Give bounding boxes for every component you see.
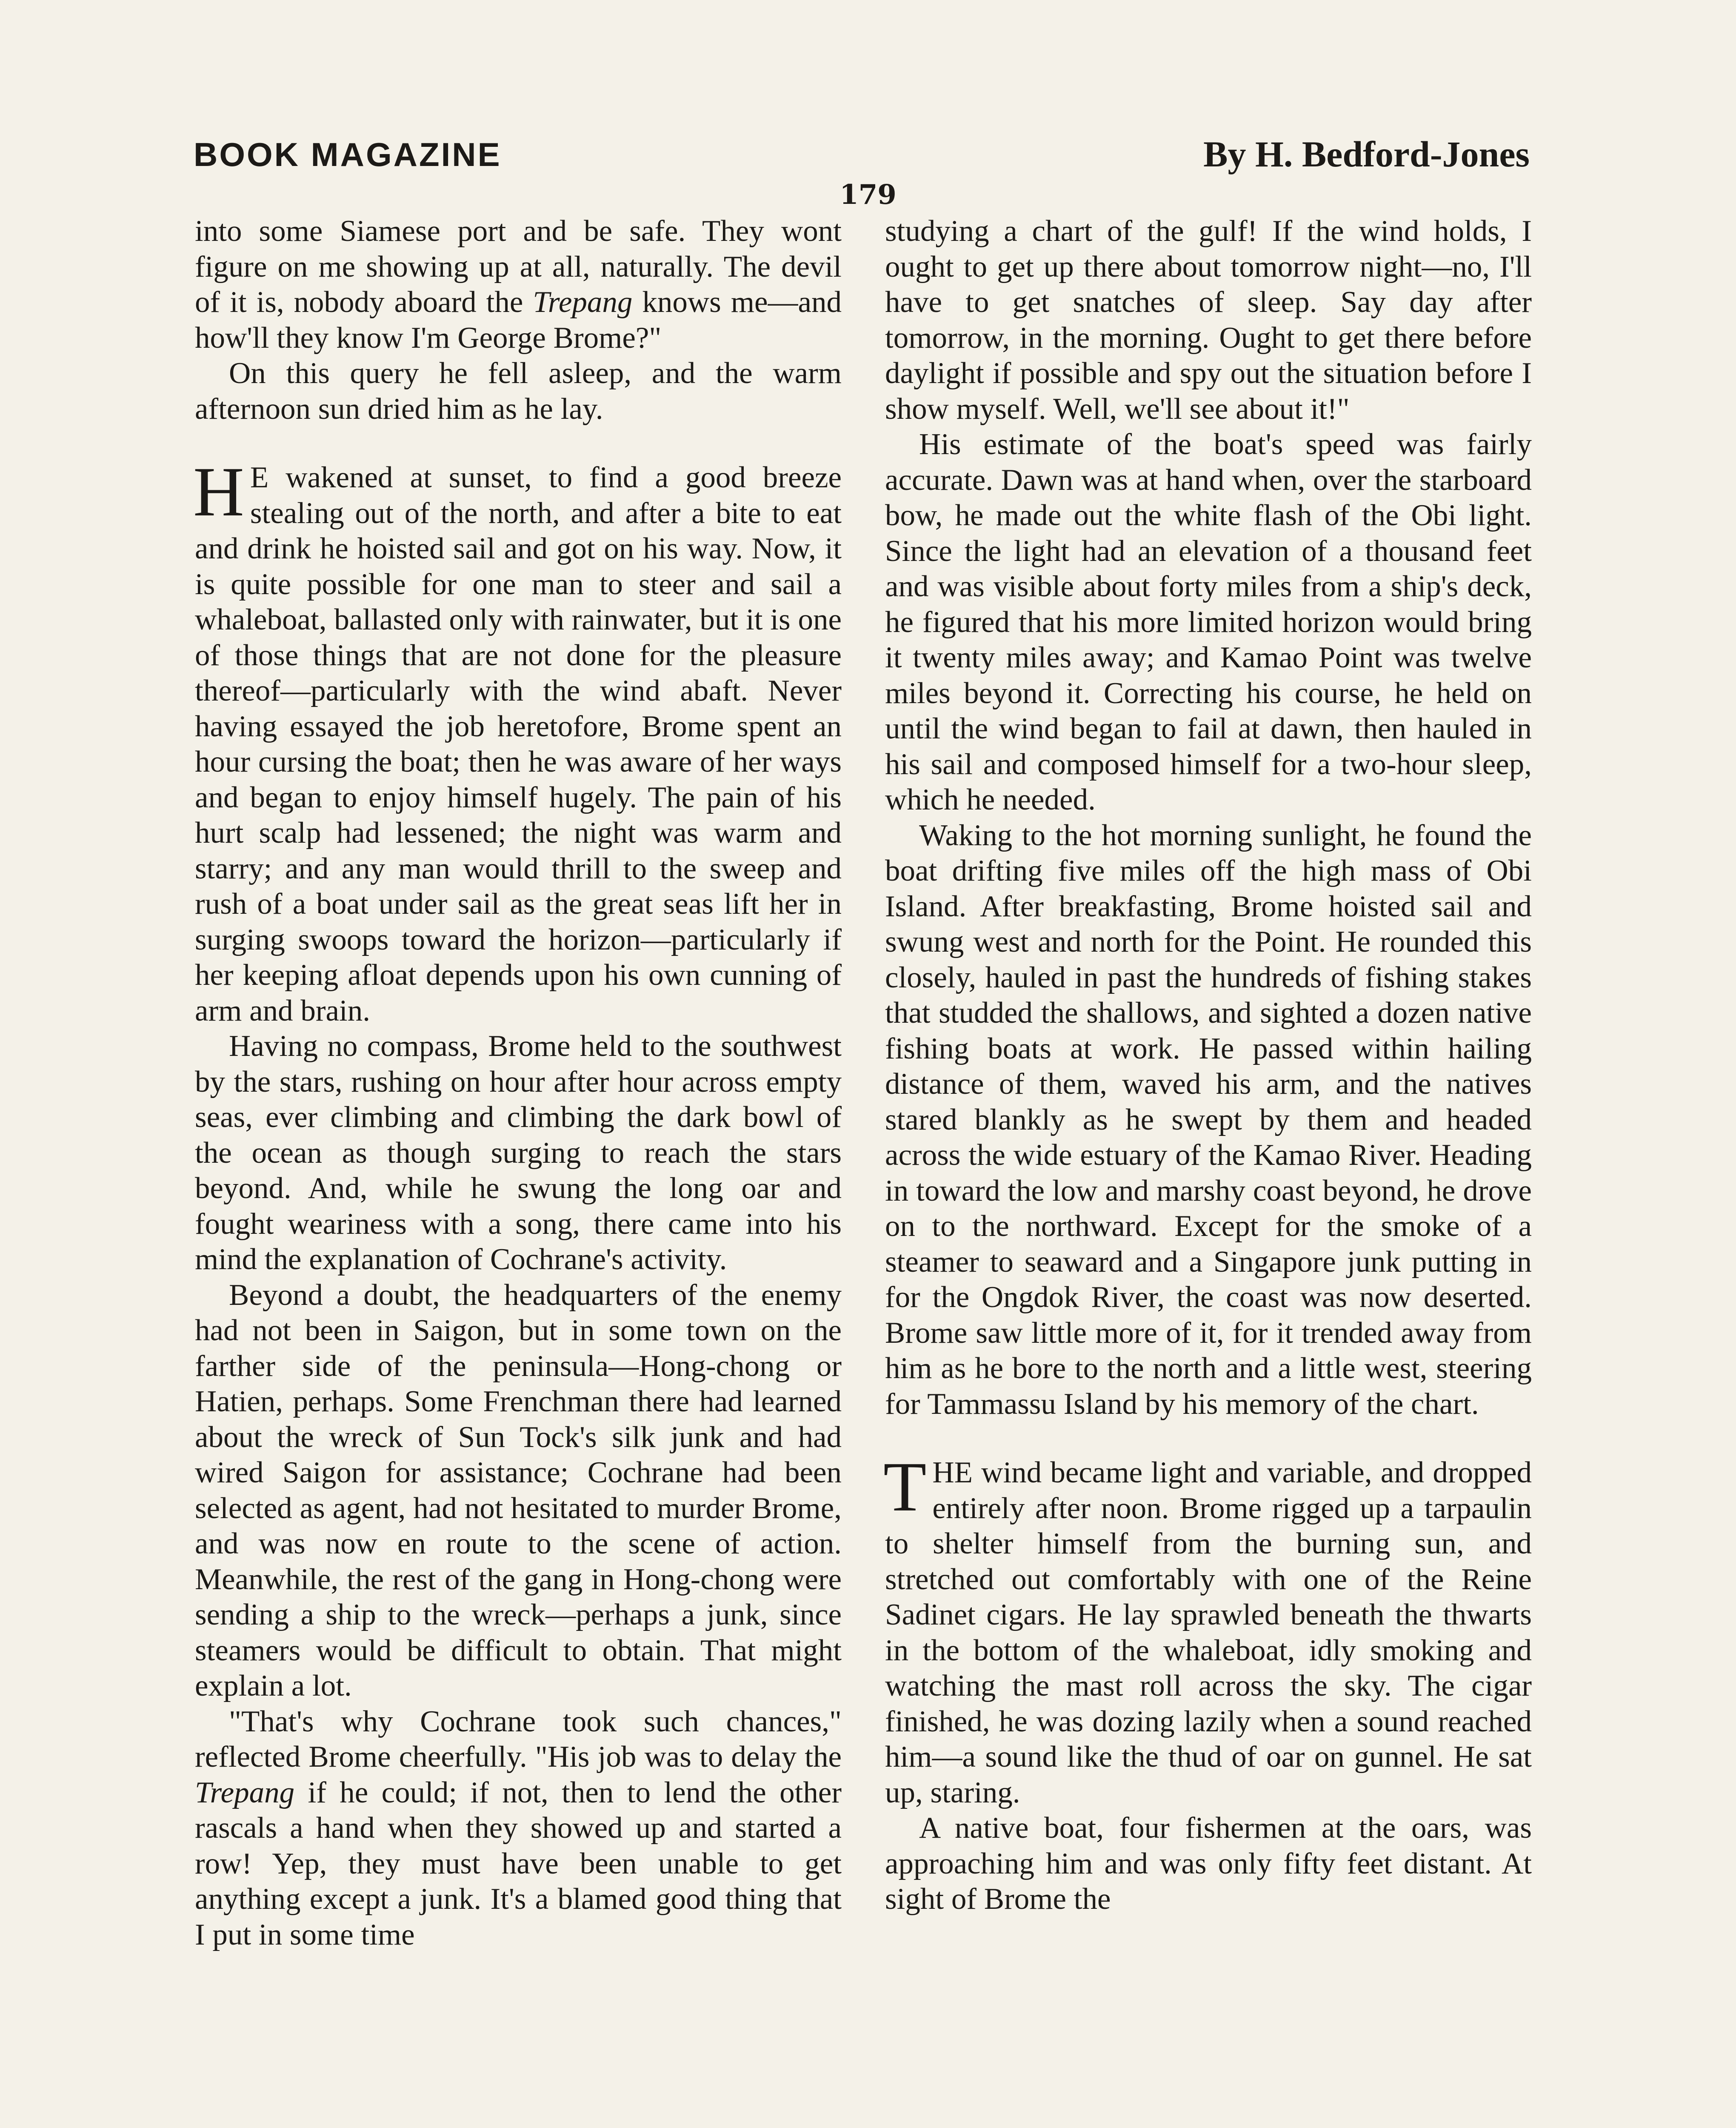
paragraph: studying a chart of the gulf! If the wind holds, I ought to get up there about tomorrow night—no, I'll have to get snatches of sleep. Say day after tomorrow, in the morning. Ought to get there before daylight if possible and spy out the situation before I show myself. Well, we'll see about it!"	[885, 215, 1532, 426]
left-column	[195, 214, 842, 1953]
paragraph: A native boat, four fishermen at the oars, was approaching him and was only fifty feet distant. At sight of Brome the	[885, 1811, 1532, 1916]
paragraph: "That's why Cochrane took such chances," reflected Brome cheerfully. "His job was to delay the Trepang if he could; if not, then to lend the other rascals a hand when they showed up and started a row! Yep, they must have been unable to get anything except a junk. It's a blamed good thing that I put in some time	[195, 1705, 842, 1951]
page-number: 179	[839, 179, 897, 211]
drop-cap: H	[193, 452, 244, 531]
paragraph: On this query he fell asleep, and the warm afternoon sun dried him as he lay.	[195, 357, 842, 426]
author-byline: By H. Bedford-Jones	[1203, 134, 1530, 174]
right-column	[885, 214, 1532, 1917]
paragraph: into some Siamese port and be safe. They wont figure on me showing up at all, naturally. The devil of it is, nobody aboard the Trepang knows me—and how'll they know I'm George Brome?"	[195, 215, 842, 355]
ship-name: Trepang	[195, 1776, 295, 1809]
paragraph-text: E wakened at sunset, to find a good breeze stealing out of the north, and after a bite to eat and drink he hoisted sail and got on his way. Now, it is quite possible for one man to steer and sail a whaleboat, ballasted only with rainwater, but it is one of those things that are not done for the pleasure thereof—particularly with the wind abaft. Never having essayed the job heretofore, Brome spent an hour cursing the boat; then he was aware of her ways and began to enjoy himself hugely. The pain of his hurt scalp had lessened; the night was warm and starry; and any man would thrill to the sweep and rush of a boat under sail as the great seas lift her in surging swoops toward the horizon—particularly if her keeping afloat depends upon his own cunning of arm and brain.	[195, 461, 842, 1027]
ship-name: Trepang	[533, 286, 633, 319]
publication-title: BOOK MAGAZINE	[194, 136, 502, 173]
paragraph: His estimate of the boat's speed was fairly accurate. Dawn was at hand when, over the starboard bow, he made out the white flash of the Obi light. Since the light had an elevation of a thousand feet and was visible about forty miles from a ship's deck, he figured that his more limited horizon would bring it twenty miles away; and Kamao Point was twelve miles beyond it. Correcting his course, he held on until the wind began to fail at dawn, then hauled in his sail and composed himself for a two-hour sleep, which he needed.	[885, 428, 1532, 816]
section-paragraph	[193, 452, 842, 1029]
section-paragraph	[883, 1447, 1532, 1811]
drop-cap: T	[883, 1447, 927, 1526]
paragraph: Waking to the hot morning sunlight, he found the boat drifting five miles off the high mass of Obi Island. After breakfasting, Brome hoisted sail and swung west and north for the Point. He rounded this closely, hauled in past the hundreds of fishing stakes that studded the shallows, and sighted a dozen native fishing boats at work. He passed within hailing distance of them, waved his arm, and the natives stared blankly as he swept by them and headed across the wide estuary of the Kamao River. Heading in toward the low and marshy coast beyond, he drove on to the northward. Except for the smoke of a steamer to seaward and a Singapore junk putting in for the Ongdok River, the coast was now deserted. Brome saw little more of it, for it trended away from him as he bore to the north and a little west, steering for Tammassu Island by his memory of the chart.	[885, 818, 1532, 1421]
paragraph-text: HE wind became light and variable, and dropped entirely after noon. Brome rigged up a tarpaulin to shelter himself from the burning sun, and stretched out comfortably with one of the Reine Sadinet cigars. He lay sprawled beneath the thwarts in the bottom of the whaleboat, idly smoking and watching the mast roll across the sky. The cigar finished, he was dozing lazily when a sound reached him—a sound like the thud of oar on gunnel. He sat up, staring.	[885, 1456, 1532, 1809]
paragraph: Beyond a doubt, the headquarters of the enemy had not been in Saigon, but in some town on the farther side of the peninsula—Hong-chong or Hatien, perhaps. Some Frenchman there had learned about the wreck of Sun Tock's silk junk and had wired Saigon for assistance; Cochrane had been selected as agent, had not hesitated to murder Brome, and was now en route to the scene of action. Meanwhile, the rest of the gang in Hong-chong were sending a ship to the wreck—perhaps a junk, since steamers would be difficult to obtain. That might explain a lot.	[195, 1278, 842, 1702]
paragraph: Having no compass, Brome held to the southwest by the stars, rushing on hour after hour across empty seas, ever climbing and climbing the dark bowl of the ocean as though surging to reach the stars beyond. And, while he swung the long oar and fought weariness with a song, there came into his mind the explanation of Cochrane's activity.	[195, 1030, 842, 1276]
